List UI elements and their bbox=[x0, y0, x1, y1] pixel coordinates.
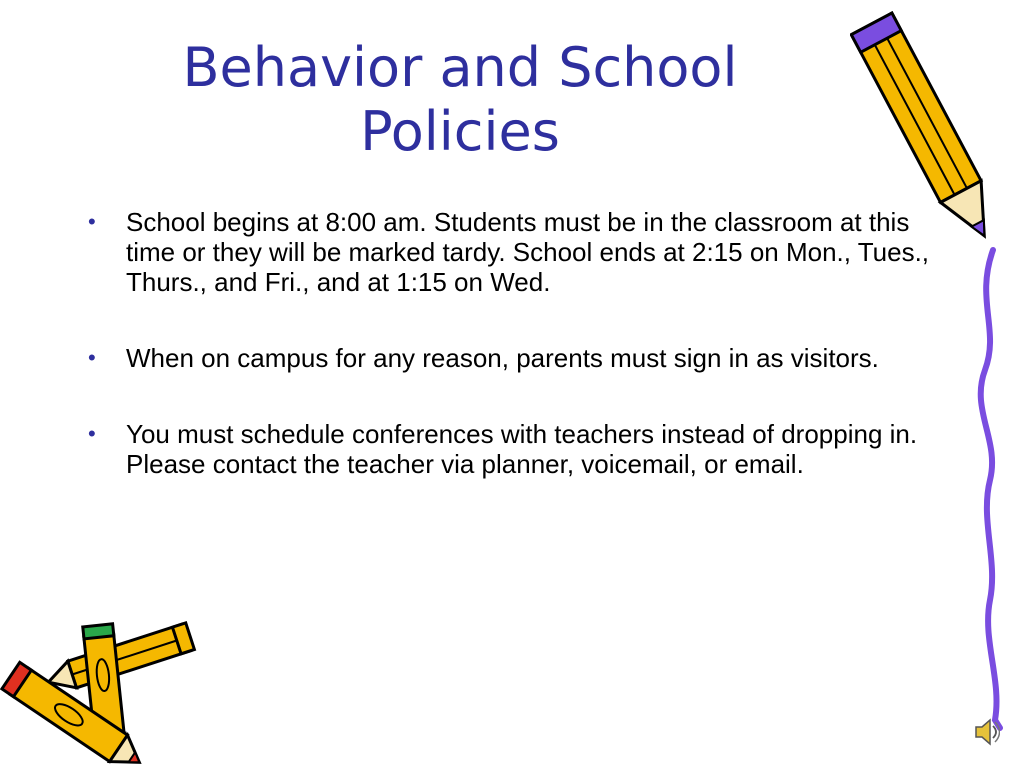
bullet-text: School begins at 8:00 am. Students must be in the classroom at this time or they will be marked tardy. School ends at 2:15 on Mon., Tues., Thurs., and Fri., and at 1:15 on Wed. bbox=[126, 207, 930, 297]
bullet-text: When on campus for any reason, parents must sign in as visitors. bbox=[126, 343, 879, 373]
slide-title-line-1: Behavior and School bbox=[182, 36, 738, 99]
bullet-item bbox=[88, 207, 938, 297]
slide-title bbox=[150, 36, 770, 164]
speaker-icon[interactable] bbox=[974, 716, 1000, 748]
bullet-list bbox=[88, 207, 938, 525]
bullet-item bbox=[88, 343, 938, 373]
pencils-cluster-icon bbox=[0, 615, 220, 765]
bullet-text: You must schedule conferences with teachers instead of dropping in. Please contact the teacher via planner, voicemail, or email. bbox=[126, 419, 918, 479]
bullet-dot: • bbox=[88, 421, 96, 446]
bullet-dot: • bbox=[88, 209, 96, 234]
bullet-item bbox=[88, 419, 938, 479]
slide-title-line-2: Policies bbox=[360, 100, 560, 163]
pencil-icon bbox=[850, 0, 1024, 768]
bullet-dot: • bbox=[88, 345, 96, 370]
